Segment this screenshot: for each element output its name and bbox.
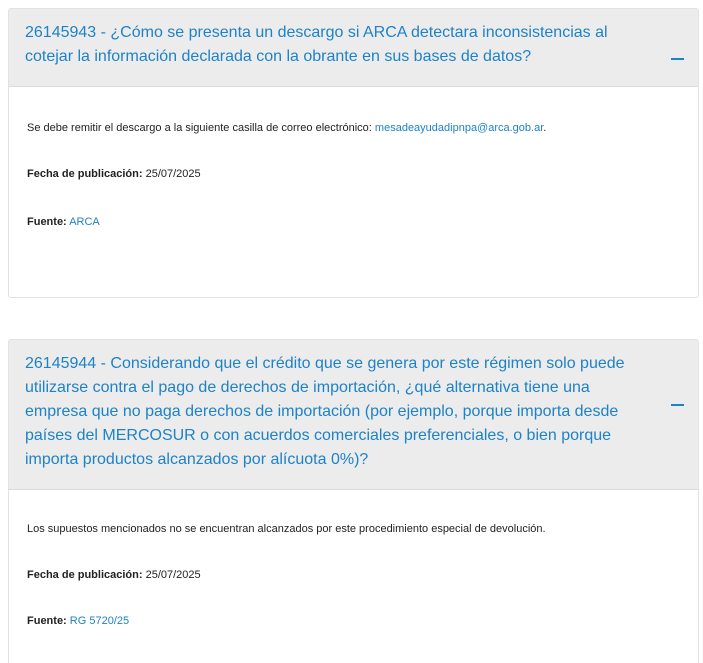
- source-label: Fuente:: [27, 615, 67, 627]
- source-label: Fuente:: [27, 216, 67, 228]
- minus-icon[interactable]: [671, 404, 684, 406]
- faq-question-header[interactable]: [9, 340, 698, 490]
- source: [27, 215, 100, 229]
- publication-date-label: Fecha de publicación:: [27, 569, 143, 581]
- email-link[interactable]: mesadeayudadipnpa@arca.gob.ar: [374, 122, 544, 134]
- publication-date: [27, 568, 201, 582]
- faq-item: [8, 339, 699, 663]
- answer-text-suffix: .: [543, 122, 547, 134]
- answer-text-body: Se debe remitir el descargo a la siguiente casilla de correo electrónico:: [27, 122, 375, 134]
- publication-date-label: Fecha de publicación:: [27, 168, 143, 180]
- source-link[interactable]: RG 5720/25: [69, 615, 130, 627]
- answer-text: [27, 121, 546, 135]
- faq-item: [8, 8, 699, 298]
- source-link[interactable]: ARCA: [69, 216, 100, 228]
- faq-question-text[interactable]: 26145943 - ¿Cómo se presenta un descargo si ARCA detectara inconsistencias al cotejar la información declarada con la obrante en sus bases de datos?: [25, 24, 608, 65]
- publication-date: [27, 167, 201, 181]
- answer-text: Los supuestos mencionados no se encuentran alcanzados por este procedimiento especial de devolución.: [27, 523, 546, 535]
- publication-date-value: 25/07/2025: [145, 168, 201, 180]
- minus-icon[interactable]: [671, 58, 684, 60]
- source: [27, 614, 129, 628]
- faq-question-header[interactable]: [9, 9, 698, 87]
- publication-date-value: 25/07/2025: [145, 569, 201, 581]
- faq-question-text[interactable]: 26145944 - Considerando que el crédito que se genera por este régimen solo puede utilizarse contra el pago de derechos de importación, ¿qué alternativa tiene una empresa que no paga derechos de importación (por ejemplo, porque importa desde países del MERCOSUR o con acuerdos comerciales preferenciales, o bien porque importa productos alcanzados por alícuota 0%)?: [25, 355, 625, 468]
